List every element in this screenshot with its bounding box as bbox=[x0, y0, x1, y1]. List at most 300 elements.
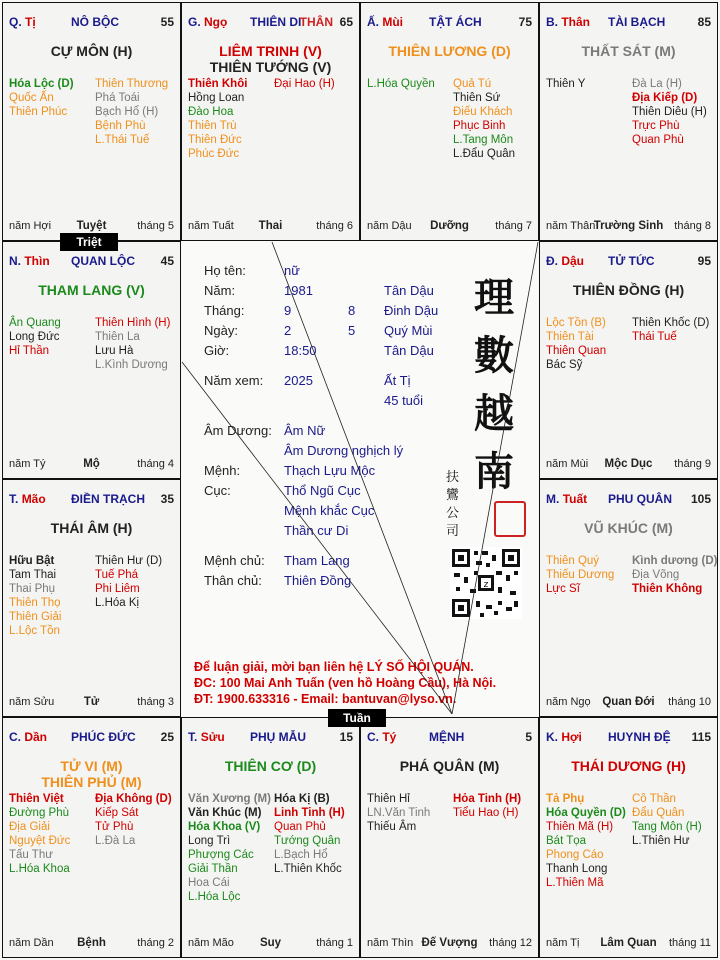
viewyear-canchi: Ất Tị bbox=[384, 373, 411, 388]
calligraphy-small-char: 公 bbox=[446, 506, 460, 521]
palace-year: năm Hợi bbox=[9, 220, 52, 232]
calligraphy-char: 南 bbox=[474, 448, 514, 495]
main-star: THÁI DƯƠNG (H) bbox=[571, 758, 686, 774]
minor-star: Thiếu Dương bbox=[546, 569, 615, 581]
day-lunar: 5 bbox=[348, 323, 356, 338]
than-cu-note: Thần cư Di bbox=[284, 523, 349, 538]
minor-star: L.Thiên Mã bbox=[546, 877, 604, 889]
palace-header bbox=[546, 15, 711, 31]
palace-age-number: 115 bbox=[691, 730, 711, 744]
minor-star: Thai Phụ bbox=[9, 583, 56, 595]
palace-footer bbox=[9, 220, 174, 234]
palace-year: năm Tuất bbox=[188, 220, 234, 232]
minor-star: Thiên Quan bbox=[546, 345, 607, 357]
palace-tuat[interactable] bbox=[539, 479, 718, 717]
main-stars bbox=[540, 43, 717, 59]
minor-star: Địa Giải bbox=[9, 821, 50, 833]
amduong-label: Âm Dương: bbox=[204, 423, 272, 438]
minor-star: Thiên Sứ bbox=[453, 92, 501, 104]
minor-star: Đào Hoa bbox=[188, 106, 234, 118]
minor-star: Ân Quang bbox=[9, 317, 61, 329]
contact-line: Để luận giải, mời bạn liên hệ LÝ SỐ HỘI QUÁN. bbox=[194, 660, 474, 674]
minor-star: Hữu Bật bbox=[9, 555, 55, 567]
main-star: THẤT SÁT (M) bbox=[581, 43, 676, 59]
minor-star: Tiểu Hao (H) bbox=[453, 807, 519, 819]
menhchu-label: Mệnh chủ: bbox=[204, 553, 265, 568]
minor-star: Địa Võng bbox=[632, 569, 680, 581]
minor-star: Thiếu Âm bbox=[367, 821, 417, 833]
minor-star: Kiếp Sát bbox=[95, 807, 139, 819]
minor-star: Thiên Hỉ bbox=[367, 793, 410, 805]
main-star: THIÊN PHỦ (M) bbox=[41, 774, 142, 790]
palace-month: tháng 8 bbox=[674, 220, 711, 232]
palace-month: tháng 10 bbox=[668, 696, 711, 708]
minor-star: Nguyệt Đức bbox=[9, 835, 71, 847]
main-star: THÁI ÂM (H) bbox=[50, 520, 133, 536]
calligraphy-char: 越 bbox=[474, 390, 514, 437]
minor-star: Phá Toái bbox=[95, 92, 140, 104]
palace-thin[interactable] bbox=[2, 241, 181, 479]
minor-star: Quan Phù bbox=[632, 134, 684, 146]
minor-star: Đẩu Quân bbox=[632, 807, 685, 819]
main-star: TỬ VI (M) bbox=[60, 758, 123, 774]
day-label: Ngày: bbox=[204, 323, 238, 338]
day-canchi: Quý Mùi bbox=[384, 323, 433, 338]
hour-value: 18:50 bbox=[284, 343, 317, 358]
life-stage: Mộ bbox=[83, 458, 100, 470]
minor-star: L.Hóa Khoa bbox=[9, 863, 70, 875]
palace-dan[interactable] bbox=[2, 717, 181, 958]
contact-phone-email[interactable]: ĐT: 1900.633316 - Email: bantuvan@lyso.vn. bbox=[194, 692, 457, 706]
minor-star: Cô Thần bbox=[632, 793, 676, 805]
palace-ngo[interactable] bbox=[181, 2, 360, 241]
left-star-list bbox=[188, 792, 271, 904]
minor-star: Đại Hao (H) bbox=[274, 78, 335, 90]
palace-header bbox=[546, 730, 711, 746]
right-star-list bbox=[95, 316, 170, 372]
minor-star: Thiên Việt bbox=[9, 793, 64, 805]
palace-header bbox=[9, 254, 174, 270]
palace-branch: C. Dần bbox=[9, 730, 48, 744]
palace-suu[interactable] bbox=[181, 717, 360, 958]
palace-year: năm Thân bbox=[546, 220, 596, 232]
minor-star: Thiên Quý bbox=[546, 555, 600, 567]
palace-footer bbox=[188, 937, 353, 951]
minor-star: Phúc Đức bbox=[188, 148, 240, 160]
cuc-note: Mệnh khắc Cục bbox=[284, 503, 375, 518]
minor-star: Thiên Y bbox=[546, 78, 586, 90]
palace-age-number: 15 bbox=[339, 730, 353, 744]
minor-star: L.Hóa Lộc bbox=[188, 891, 241, 903]
minor-star: L.Đà La bbox=[95, 835, 136, 847]
left-star-list bbox=[546, 316, 606, 372]
life-stage: Đế Vượng bbox=[421, 937, 478, 949]
center-info-panel bbox=[182, 241, 538, 717]
right-star-list bbox=[632, 554, 717, 596]
calligraphy-seal bbox=[446, 269, 528, 539]
palace-branch: N. Thìn bbox=[9, 254, 50, 268]
palace-year: năm Tị bbox=[546, 937, 580, 949]
minor-star: Thiên Phúc bbox=[9, 106, 68, 118]
palace-branch: C. Tý bbox=[367, 730, 397, 744]
palace-name: PHỤ MẪU bbox=[250, 730, 306, 744]
left-star-list bbox=[367, 77, 435, 91]
minor-star: Thiên Hình (H) bbox=[95, 317, 171, 329]
minor-star: Long Đức bbox=[9, 331, 60, 343]
minor-star: Phục Binh bbox=[453, 120, 506, 132]
right-star-list bbox=[95, 77, 168, 147]
red-stamp-icon bbox=[494, 501, 526, 537]
main-stars bbox=[3, 520, 180, 536]
palace-branch: M. Tuất bbox=[546, 492, 588, 506]
left-star-list bbox=[367, 792, 430, 834]
than-marker: THÂN bbox=[299, 15, 333, 29]
palace-header bbox=[546, 254, 711, 270]
life-stage: Mộc Dục bbox=[604, 458, 653, 470]
palace-header bbox=[9, 15, 174, 31]
minor-star: Thái Tuế bbox=[632, 331, 677, 343]
thanchu-value: Thiên Đồng bbox=[284, 573, 352, 588]
palace-name: TÀI BẠCH bbox=[608, 15, 666, 29]
right-star-list bbox=[95, 554, 162, 610]
minor-star: Tang Môn (H) bbox=[632, 821, 702, 833]
main-star: CỰ MÔN (H) bbox=[50, 43, 133, 59]
palace-month: tháng 1 bbox=[316, 937, 353, 949]
palace-month: tháng 12 bbox=[489, 937, 532, 949]
minor-star: Kình dương (D) bbox=[632, 555, 718, 567]
minor-star: Hỉ Thần bbox=[9, 345, 50, 357]
month-canchi: Đinh Dậu bbox=[384, 303, 439, 318]
palace-year: năm Ngọ bbox=[546, 696, 591, 708]
main-stars bbox=[182, 43, 359, 75]
palace-month: tháng 4 bbox=[137, 458, 174, 470]
minor-star: L.Kình Dương bbox=[95, 359, 168, 371]
minor-star: L.Đẩu Quân bbox=[453, 148, 516, 160]
palace-footer bbox=[9, 458, 174, 472]
month-lunar: 8 bbox=[348, 303, 356, 318]
minor-star: L.Thiên Hư bbox=[632, 835, 690, 847]
palace-name: TỬ TỨC bbox=[608, 254, 655, 268]
palace-name: HUYNH ĐỆ bbox=[608, 730, 671, 744]
minor-star: Giải Thần bbox=[188, 863, 238, 875]
left-star-list bbox=[9, 316, 61, 358]
viewyear-value: 2025 bbox=[284, 373, 313, 388]
minor-star: Bát Tọa bbox=[546, 835, 587, 847]
palace-hoi[interactable] bbox=[539, 717, 718, 958]
palace-than[interactable] bbox=[539, 2, 718, 241]
palace-age-number: 45 bbox=[160, 254, 174, 268]
palace-header bbox=[367, 730, 532, 746]
palace-branch: G. Ngọ bbox=[188, 15, 228, 29]
left-star-list bbox=[546, 792, 626, 890]
main-stars bbox=[540, 758, 717, 774]
minor-star: Tam Thai bbox=[9, 569, 57, 581]
minor-star: Phong Cáo bbox=[546, 849, 604, 861]
main-stars bbox=[3, 43, 180, 59]
minor-star: Hóa Lộc (D) bbox=[9, 78, 74, 90]
minor-star: Thiên Trù bbox=[188, 120, 237, 132]
minor-star: Bác Sỹ bbox=[546, 359, 583, 371]
minor-star: Văn Xương (M) bbox=[188, 793, 271, 805]
palace-header bbox=[367, 15, 532, 31]
viewyear-label: Năm xem: bbox=[204, 373, 264, 388]
minor-star: Lực Sĩ bbox=[546, 583, 580, 595]
life-stage: Lâm Quan bbox=[600, 937, 657, 949]
right-star-list bbox=[95, 792, 172, 848]
minor-star: Thiên Không bbox=[632, 583, 703, 595]
palace-footer bbox=[188, 220, 353, 234]
palace-age-number: 35 bbox=[160, 492, 174, 506]
main-stars bbox=[361, 758, 538, 774]
palace-month: tháng 6 bbox=[316, 220, 353, 232]
life-stage: Dưỡng bbox=[430, 220, 469, 232]
palace-name: NÔ BỘC bbox=[71, 15, 119, 29]
palace-age-number: 105 bbox=[690, 492, 711, 506]
thanchu-label: Thân chủ: bbox=[204, 573, 262, 588]
right-star-list bbox=[632, 77, 707, 147]
palace-branch: B. Thân bbox=[546, 15, 591, 29]
minor-star: L.Tang Môn bbox=[453, 134, 514, 146]
minor-star: Linh Tinh (H) bbox=[274, 807, 345, 819]
day-value: 2 bbox=[284, 323, 292, 338]
minor-star: L.Hóa Kị bbox=[95, 597, 140, 609]
minor-star: Thanh Long bbox=[546, 863, 608, 875]
minor-star: Quả Tú bbox=[453, 78, 492, 90]
minor-star: Hỏa Tinh (H) bbox=[453, 793, 522, 805]
palace-age-number: 55 bbox=[160, 15, 174, 29]
palace-ty[interactable] bbox=[360, 717, 539, 958]
palace-footer bbox=[9, 937, 174, 951]
minor-star: Thiên Mã (H) bbox=[546, 821, 614, 833]
year-canchi: Tân Dậu bbox=[384, 283, 434, 298]
contact-address: ĐC: 100 Mai Anh Tuấn (ven hồ Hoàng Cầu), Hà Nội. bbox=[194, 676, 497, 690]
minor-star: Đà La (H) bbox=[632, 78, 682, 90]
palace-footer bbox=[367, 220, 532, 234]
minor-star: Phi Liêm bbox=[95, 583, 140, 595]
palace-name: TẬT ÁCH bbox=[429, 15, 482, 29]
palace-year: năm Tý bbox=[9, 458, 46, 470]
main-star: THIÊN LƯƠNG (D) bbox=[388, 43, 511, 59]
calligraphy-small-char: 扶 bbox=[446, 470, 460, 485]
minor-star: Trực Phù bbox=[632, 120, 680, 132]
palace-header bbox=[546, 492, 711, 508]
main-star: THIÊN TƯỚNG (V) bbox=[209, 59, 332, 75]
minor-star: Thiên La bbox=[95, 331, 140, 343]
qr-code-icon[interactable] bbox=[450, 547, 522, 619]
minor-star: L.Bạch Hổ bbox=[274, 849, 328, 861]
palace-year: năm Thìn bbox=[367, 937, 414, 949]
palace-year: năm Mùi bbox=[546, 458, 589, 470]
minor-star: Tả Phụ bbox=[546, 793, 585, 805]
calligraphy-char: 數 bbox=[474, 332, 514, 379]
life-stage: Trường Sinh bbox=[593, 220, 664, 232]
palace-footer bbox=[9, 696, 174, 710]
palace-ti[interactable] bbox=[2, 2, 181, 241]
minor-star: Văn Khúc (M) bbox=[188, 807, 262, 819]
palace-footer bbox=[546, 458, 711, 472]
life-stage: Quan Đới bbox=[602, 696, 655, 708]
calligraphy-small-char: 鸞 bbox=[446, 488, 460, 503]
palace-header bbox=[188, 15, 353, 31]
minor-star: Quốc Ấn bbox=[9, 92, 54, 104]
right-star-list bbox=[274, 792, 345, 876]
palace-header bbox=[188, 730, 353, 746]
left-star-list bbox=[9, 77, 74, 119]
menhchu-value: Tham Lang bbox=[284, 553, 350, 568]
menh-label: Mệnh: bbox=[204, 463, 241, 478]
main-stars bbox=[182, 758, 359, 774]
right-star-list bbox=[453, 77, 515, 161]
palace-mao[interactable] bbox=[2, 479, 181, 717]
main-star: THIÊN ĐỒNG (H) bbox=[572, 282, 685, 298]
life-stage: Tuyệt bbox=[76, 220, 107, 232]
palace-name: THIÊN DI bbox=[250, 15, 302, 29]
main-star: PHÁ QUÂN (M) bbox=[399, 758, 500, 774]
right-star-list bbox=[453, 792, 521, 820]
minor-star: Địa Kiếp (D) bbox=[632, 92, 698, 104]
palace-age-number: 95 bbox=[697, 254, 711, 268]
right-star-list bbox=[632, 792, 702, 848]
palace-month: tháng 9 bbox=[674, 458, 711, 470]
minor-star: Đường Phù bbox=[9, 807, 69, 819]
minor-star: Địa Không (D) bbox=[95, 793, 172, 805]
palace-name: QUAN LỘC bbox=[71, 254, 135, 268]
main-stars bbox=[361, 43, 538, 59]
name-value: nữ bbox=[284, 263, 300, 278]
palace-month: tháng 2 bbox=[137, 937, 174, 949]
minor-star: Tấu Thư bbox=[9, 849, 53, 861]
palace-name: MỆNH bbox=[429, 730, 465, 744]
month-value: 9 bbox=[284, 303, 292, 318]
palace-name: PHU QUÂN bbox=[608, 492, 673, 506]
minor-star: Long Trì bbox=[188, 835, 231, 847]
main-stars bbox=[3, 758, 180, 790]
minor-star: Tuế Phá bbox=[95, 569, 139, 581]
left-star-list bbox=[9, 554, 61, 638]
cuc-label: Cục: bbox=[204, 483, 231, 498]
minor-star: Bạch Hổ (H) bbox=[95, 106, 159, 118]
calligraphy-char: 理 bbox=[474, 274, 514, 321]
left-star-list bbox=[546, 554, 614, 596]
palace-name: ĐIỀN TRẠCH bbox=[71, 492, 145, 506]
main-stars bbox=[540, 282, 717, 298]
palace-year: năm Mão bbox=[188, 937, 234, 949]
minor-star: Thiên Diêu (H) bbox=[632, 106, 707, 118]
palace-header bbox=[9, 730, 174, 746]
contact-block bbox=[194, 659, 496, 707]
minor-star: Thiên Giải bbox=[9, 611, 62, 623]
palace-footer bbox=[546, 937, 711, 951]
minor-star: LN.Văn Tinh bbox=[367, 807, 431, 819]
palace-branch: Đ. Dậu bbox=[546, 254, 585, 268]
palace-mui[interactable] bbox=[360, 2, 539, 241]
cuc-value: Thổ Ngũ Cục bbox=[284, 483, 361, 498]
minor-star: Quan Phủ bbox=[274, 821, 326, 833]
minor-star: Bệnh Phù bbox=[95, 120, 146, 132]
palace-header bbox=[9, 492, 174, 508]
minor-star: Thiên Khôi bbox=[188, 78, 248, 90]
minor-star: Thiên Thương bbox=[95, 78, 169, 90]
triet-marker: Triệt bbox=[60, 233, 118, 251]
minor-star: Thiên Tài bbox=[546, 331, 594, 343]
age-value: 45 tuổi bbox=[384, 393, 424, 408]
right-star-list bbox=[632, 316, 709, 344]
palace-branch: Q. Tị bbox=[9, 15, 36, 29]
palace-footer bbox=[367, 937, 532, 951]
tuan-marker: Tuần bbox=[328, 709, 386, 727]
minor-star: Thiên Thọ bbox=[9, 597, 61, 609]
palace-branch: Ấ. Mùi bbox=[367, 15, 404, 29]
palace-age-number: 25 bbox=[160, 730, 174, 744]
palace-branch: T. Sửu bbox=[188, 730, 225, 744]
minor-star: Hóa Khoa (V) bbox=[188, 821, 261, 833]
minor-star: Tướng Quân bbox=[274, 835, 341, 847]
palace-month: tháng 7 bbox=[495, 220, 532, 232]
palace-year: năm Sửu bbox=[9, 696, 55, 708]
minor-star: Tử Phù bbox=[95, 821, 134, 833]
minor-star: Thiên Đức bbox=[188, 134, 242, 146]
minor-star: L.Lộc Tồn bbox=[9, 625, 60, 637]
palace-name: PHÚC ĐỨC bbox=[71, 730, 136, 744]
palace-month: tháng 11 bbox=[668, 937, 711, 949]
main-star: THAM LANG (V) bbox=[38, 282, 145, 298]
palace-branch: T. Mão bbox=[9, 492, 46, 506]
palace-footer bbox=[546, 696, 711, 710]
calligraphy-small-char: 司 bbox=[446, 524, 460, 539]
minor-star: Hồng Loan bbox=[188, 92, 245, 104]
life-stage: Thai bbox=[258, 220, 283, 232]
life-stage: Tử bbox=[83, 696, 100, 708]
palace-month: tháng 5 bbox=[137, 220, 174, 232]
left-star-list bbox=[188, 77, 247, 161]
minor-star: Thiên Khốc (D) bbox=[632, 317, 710, 329]
minor-star: L.Thiên Khốc bbox=[274, 863, 342, 875]
main-stars bbox=[3, 282, 180, 298]
palace-year: năm Dần bbox=[9, 937, 54, 949]
life-stage: Suy bbox=[259, 937, 282, 949]
hour-canchi: Tân Dậu bbox=[384, 343, 434, 358]
minor-star: Lộc Tồn (B) bbox=[546, 317, 606, 329]
minor-star: Hoa Cái bbox=[188, 877, 230, 889]
palace-branch: K. Hợi bbox=[546, 730, 582, 744]
year-label: Năm: bbox=[204, 283, 236, 298]
palace-age-number: 65 bbox=[339, 15, 353, 29]
palace-age-number: 85 bbox=[697, 15, 711, 29]
right-star-list bbox=[274, 77, 335, 91]
palace-month: tháng 3 bbox=[137, 696, 174, 708]
minor-star: L.Hóa Quyền bbox=[367, 78, 435, 90]
menh-value: Thạch Lựu Mộc bbox=[284, 463, 376, 478]
left-star-list bbox=[9, 792, 70, 876]
palace-footer bbox=[546, 220, 711, 234]
minor-star: Phượng Các bbox=[188, 849, 254, 861]
palace-age-number: 75 bbox=[518, 15, 532, 29]
palace-dau[interactable] bbox=[539, 241, 718, 479]
minor-star: L.Thái Tuế bbox=[95, 134, 150, 146]
minor-star: Hóa Quyền (D) bbox=[546, 807, 626, 819]
main-star: THIÊN CƠ (D) bbox=[224, 758, 317, 774]
amduong-value: Âm Nữ bbox=[284, 423, 326, 438]
main-star: VŨ KHÚC (M) bbox=[584, 520, 673, 536]
minor-star: Lưu Hà bbox=[95, 345, 134, 357]
minor-star: Điếu Khách bbox=[453, 106, 513, 118]
palace-age-number: 5 bbox=[525, 730, 532, 744]
palace-year: năm Dậu bbox=[367, 220, 412, 232]
svg-text:z: z bbox=[483, 580, 489, 590]
minor-star: Hóa Kị (B) bbox=[274, 793, 330, 805]
month-label: Tháng: bbox=[204, 303, 245, 318]
left-star-list bbox=[546, 77, 585, 91]
